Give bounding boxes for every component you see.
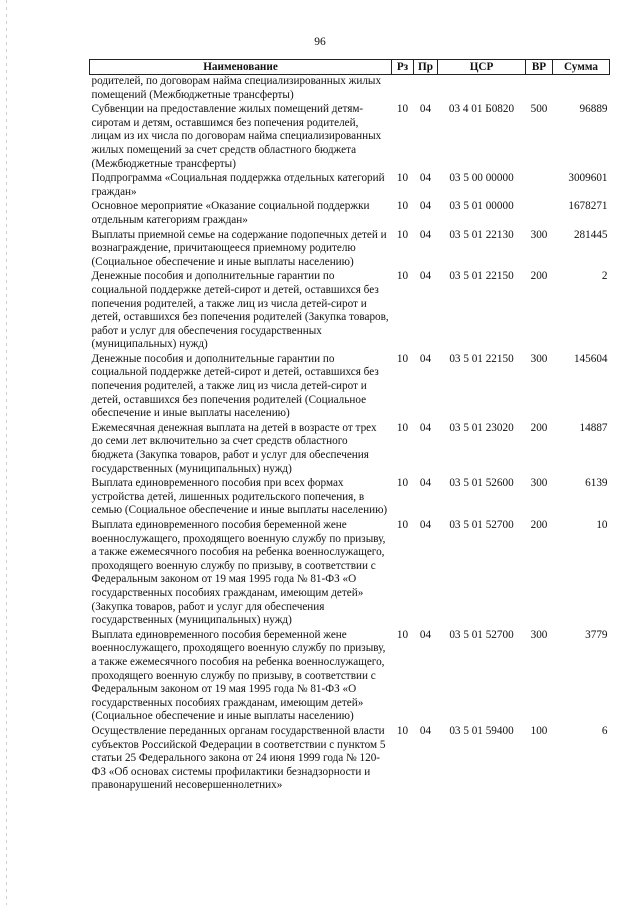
table-row [90, 353, 610, 422]
row-pr: 04 [419, 352, 432, 365]
row-vr: 300 [530, 352, 548, 365]
row-sum: 3009601 [568, 172, 608, 185]
row-pr: 04 [419, 200, 432, 213]
header-sum: Сумма [553, 60, 610, 75]
row-csr: 03 4 01 Б0820 [448, 103, 515, 116]
header-csr: ЦСР [438, 60, 526, 75]
table-row [90, 477, 610, 519]
row-rz: 10 [396, 200, 409, 213]
row-sum: 2 [601, 270, 608, 283]
row-sum: 10 [596, 519, 608, 531]
row-name: Выплата единовременного пособия беременной жене военнослужащего, проходящего военную службу по призыву, а также ежемесячного пособия на ребенка военнослужащего, проходящего военную службу по призыву, в соответствии с Федеральным законом от 19 мая 1995 года № 81-ФЗ «О государственных пособиях гражданам, имеющим детей» (Закупка товаров, работ и услуг для обеспечения государственных (муниципальных) нужд) [91, 519, 386, 627]
row-vr [526, 75, 553, 104]
table-row [90, 629, 610, 725]
row-rz: 10 [396, 724, 409, 737]
row-sum: 1678271 [568, 200, 608, 213]
row-csr: 03 5 01 22150 [449, 352, 514, 365]
row-rz: 10 [396, 421, 409, 434]
row-name: Выплата единовременного пособия беременной жене военнослужащего, проходящего военную службу по призыву, а также ежемесячного пособия на ребенка военнослужащего, проходящего военную службу по призыву, в соответствии с Федеральным законом от 19 мая 1995 года № 81-ФЗ «О государственных пособиях гражданам, имеющим детей» (Социальное обеспечение и иные выплаты населению) [91, 628, 386, 723]
table-row [90, 75, 610, 104]
row-rz: 10 [396, 103, 409, 116]
table-row [90, 725, 610, 794]
row-vr: 200 [530, 519, 548, 531]
table-row [90, 103, 610, 172]
row-rz: 10 [396, 270, 409, 283]
row-vr [526, 172, 553, 200]
header-pr: Пр [414, 60, 438, 75]
row-csr: 03 5 01 00000 [449, 200, 514, 213]
row-vr: 500 [530, 103, 548, 116]
row-csr: 03 5 01 52700 [449, 519, 514, 531]
row-vr: 200 [530, 270, 548, 283]
row-csr: 03 5 00 00000 [449, 172, 514, 185]
row-csr: 03 5 01 52700 [449, 628, 514, 641]
scan-edge-artifact [6, 0, 7, 905]
row-sum: 6139 [585, 477, 608, 490]
row-rz: 10 [396, 477, 409, 490]
page-number: 96 [314, 36, 326, 48]
budget-table [89, 59, 610, 794]
header-name: Наименование [90, 60, 392, 75]
row-name: Денежные пособия и дополнительные гарантии по социальной поддержке детей-сирот и детей, оставшихся без попечения родителей, а также лиц из числа детей-сирот и детей, оставшихся без попечения родителей (Социальное обеспечение и иные выплаты населению) [91, 352, 379, 420]
row-pr: 04 [419, 477, 432, 490]
row-vr [526, 200, 553, 228]
row-pr: 04 [419, 628, 432, 641]
row-csr [438, 75, 526, 104]
row-name: Основное мероприятие «Оказание социальной поддержки отдельным категориям граждан» [91, 200, 370, 226]
table-row [90, 422, 610, 477]
row-vr: 300 [530, 228, 548, 241]
row-csr: 03 5 01 59400 [449, 724, 514, 737]
row-vr: 300 [530, 477, 548, 490]
row-sum: 96889 [579, 103, 608, 116]
row-pr: 04 [419, 270, 432, 283]
row-name: Осуществление переданных органам государственной власти субъектов Российской Федерации в соответствии с пунктом 5 статьи 25 Федерального закона от 24 июня 1999 года № 120-ФЗ «Об основах системы профилактики безнадзорности и правонарушений несовершеннолетних» [91, 724, 386, 792]
row-pr: 04 [419, 172, 432, 185]
row-sum: 3779 [585, 628, 608, 641]
row-rz: 10 [396, 352, 409, 365]
row-csr: 03 5 01 23020 [449, 421, 514, 434]
header-rz: Рз [392, 60, 414, 75]
row-sum: 145604 [573, 352, 608, 365]
row-name: Денежные пособия и дополнительные гарантии по социальной поддержке детей-сирот и детей, оставшихся без попечения родителей, а также лиц из числа детей-сирот и детей, оставшихся без попечения родителей (Закупка товаров, работ и услуг для обеспечения государственных (муниципальных) нужд) [91, 270, 389, 351]
row-sum: 6 [601, 724, 608, 737]
header-vr: ВР [526, 60, 553, 75]
row-name: Выплаты приемной семье на содержание подопечных детей и вознаграждение, причитающееся приемному родителю (Социальное обеспечение и иные выплаты населению) [91, 228, 387, 268]
row-pr: 04 [419, 519, 432, 531]
row-pr [414, 75, 438, 104]
table-row [90, 519, 610, 629]
row-name: Ежемесячная денежная выплата на детей в возрасте от трех до семи лет включительно за счет средств областного бюджета (Закупка товаров, работ и услуг для обеспечения государственных (муниципальных) нужд) [91, 421, 377, 475]
row-rz [392, 75, 414, 104]
row-name: Субвенции на предоставление жилых помещений детям-сиротам и детям, оставшимся без попечения родителей, лицам из их числа по договорам найма специализированных жилых помещений за счет средств областного бюджета (Межбюджетные трансферты) [91, 103, 382, 170]
row-name: родителей, по договорам найма специализированных жилых помещений (Межбюджетные трансферты) [91, 75, 382, 101]
row-vr: 200 [530, 421, 548, 434]
row-rz: 10 [396, 628, 409, 641]
row-vr: 100 [530, 724, 548, 737]
table-header-row [90, 60, 610, 75]
row-csr: 03 5 01 22130 [449, 228, 514, 241]
table-row [90, 200, 610, 228]
row-vr: 300 [530, 628, 548, 641]
row-pr: 04 [419, 228, 432, 241]
row-sum [553, 75, 610, 104]
table-row [90, 229, 610, 271]
table-row [90, 270, 610, 353]
row-name: Подпрограмма «Социальная поддержка отдельных категорий граждан» [91, 172, 385, 198]
row-pr: 04 [419, 724, 432, 737]
table-row [90, 172, 610, 200]
row-sum: 14887 [579, 421, 608, 434]
row-csr: 03 5 01 22150 [449, 270, 514, 283]
row-pr: 04 [419, 421, 432, 434]
row-pr: 04 [419, 103, 432, 116]
row-name: Выплата единовременного пособия при всех формах устройства детей, лишенных родительского попечения, в семью (Социальное обеспечение и иные выплаты населению) [91, 477, 388, 517]
row-rz: 10 [396, 228, 409, 241]
row-sum: 281445 [573, 228, 608, 241]
row-rz: 10 [396, 519, 409, 531]
row-csr: 03 5 01 52600 [449, 477, 514, 490]
row-rz: 10 [396, 172, 409, 185]
